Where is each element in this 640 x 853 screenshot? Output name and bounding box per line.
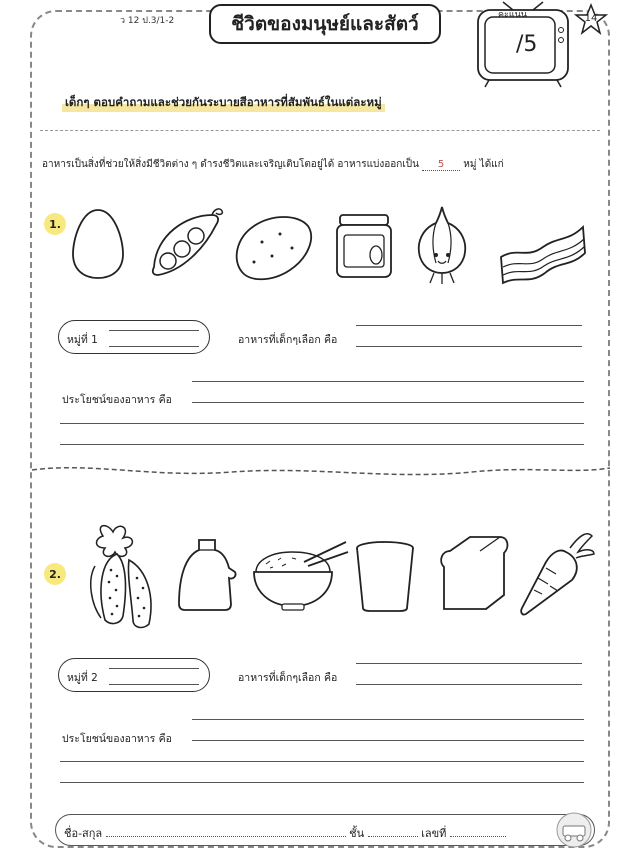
rice-bowl-icon[interactable] bbox=[252, 540, 348, 612]
question-number: 2. bbox=[49, 567, 61, 581]
benefit-label: ประโยชน์ของอาหาร คือ bbox=[62, 394, 172, 406]
score-label: คะแนน bbox=[498, 10, 527, 20]
answer-line[interactable] bbox=[192, 381, 584, 382]
student-info bbox=[64, 824, 506, 842]
intro-text: อาหารเป็นสิ่งที่ช่วยให้สิ่งมีชีวิตต่าง ๆ ดำรงชีวิตและเจริญเติบโตอยู่ได้ อาหารแบ่งออกเป็น bbox=[42, 159, 419, 170]
question-number-badge bbox=[44, 213, 66, 235]
bread-icon[interactable] bbox=[436, 535, 510, 611]
carrot-icon[interactable] bbox=[516, 528, 596, 616]
bacon-icon[interactable] bbox=[497, 217, 587, 289]
number-field[interactable] bbox=[450, 826, 506, 837]
number-label: เลขที่ bbox=[421, 827, 447, 840]
question-number-badge bbox=[44, 563, 66, 585]
group-label-text: หมู่ที่ bbox=[67, 672, 88, 684]
benefit-label: ประโยชน์ของอาหาร คือ bbox=[62, 733, 172, 745]
intro-sentence bbox=[42, 157, 504, 172]
answer-line[interactable] bbox=[356, 663, 582, 664]
peanut-butter-jar-icon[interactable] bbox=[334, 213, 394, 279]
answer-line[interactable] bbox=[192, 740, 584, 741]
instruction-text: เด็กๆ ตอบคำถามและช่วยกันระบายสีอาหารที่สัมพันธ์ในแต่ละหมู่ bbox=[62, 94, 385, 112]
answer-line[interactable] bbox=[60, 782, 584, 783]
group-label bbox=[67, 669, 98, 686]
answer-line[interactable] bbox=[60, 423, 584, 424]
garlic-icon[interactable] bbox=[414, 205, 470, 285]
group-label bbox=[67, 331, 98, 348]
worksheet-border bbox=[30, 10, 610, 848]
egg-icon[interactable] bbox=[70, 208, 126, 280]
answer-line[interactable] bbox=[60, 444, 584, 445]
intro-text-end: หมู่ ได้แก่ bbox=[463, 159, 504, 170]
page-title-text: ชีวิตของมนุษย์และสัตว์ bbox=[231, 13, 419, 35]
lesson-code: ว 12 ป.3/1-2 bbox=[120, 16, 175, 26]
answer-line[interactable] bbox=[109, 330, 199, 331]
answer-line[interactable] bbox=[356, 325, 582, 326]
answer-line[interactable] bbox=[109, 346, 199, 347]
answer-line[interactable] bbox=[60, 761, 584, 762]
cup-icon[interactable] bbox=[354, 540, 416, 612]
group-number: 2 bbox=[91, 672, 98, 684]
page-title bbox=[209, 4, 441, 44]
pea-pod-icon[interactable] bbox=[146, 205, 226, 281]
answer-line[interactable] bbox=[192, 402, 584, 403]
jug-icon[interactable] bbox=[175, 538, 239, 612]
question-number: 1. bbox=[49, 217, 61, 231]
class-label: ชั้น bbox=[349, 827, 365, 840]
class-field[interactable] bbox=[368, 826, 418, 837]
answer-line[interactable] bbox=[356, 346, 582, 347]
corn-icon[interactable] bbox=[77, 520, 167, 632]
potato-icon[interactable] bbox=[232, 212, 314, 282]
score-value: /5 bbox=[516, 32, 538, 57]
divider bbox=[40, 130, 600, 131]
answer-line[interactable] bbox=[356, 684, 582, 685]
group-label-text: หมู่ที่ bbox=[67, 334, 88, 346]
name-label: ชื่อ-สกุล bbox=[64, 827, 103, 840]
group-number: 1 bbox=[91, 334, 98, 346]
answer-line[interactable] bbox=[109, 668, 199, 669]
answer-line[interactable] bbox=[109, 684, 199, 685]
answer-line[interactable] bbox=[192, 719, 584, 720]
logo-icon bbox=[554, 812, 594, 848]
name-field[interactable] bbox=[106, 826, 346, 837]
chosen-food-label: อาหารที่เด็กๆเลือก คือ bbox=[238, 672, 338, 684]
food-groups-answer[interactable]: 5 bbox=[422, 159, 460, 171]
chosen-food-label: อาหารที่เด็กๆเลือก คือ bbox=[238, 334, 338, 346]
section-divider bbox=[32, 458, 610, 482]
page-number: 14 bbox=[584, 13, 598, 24]
